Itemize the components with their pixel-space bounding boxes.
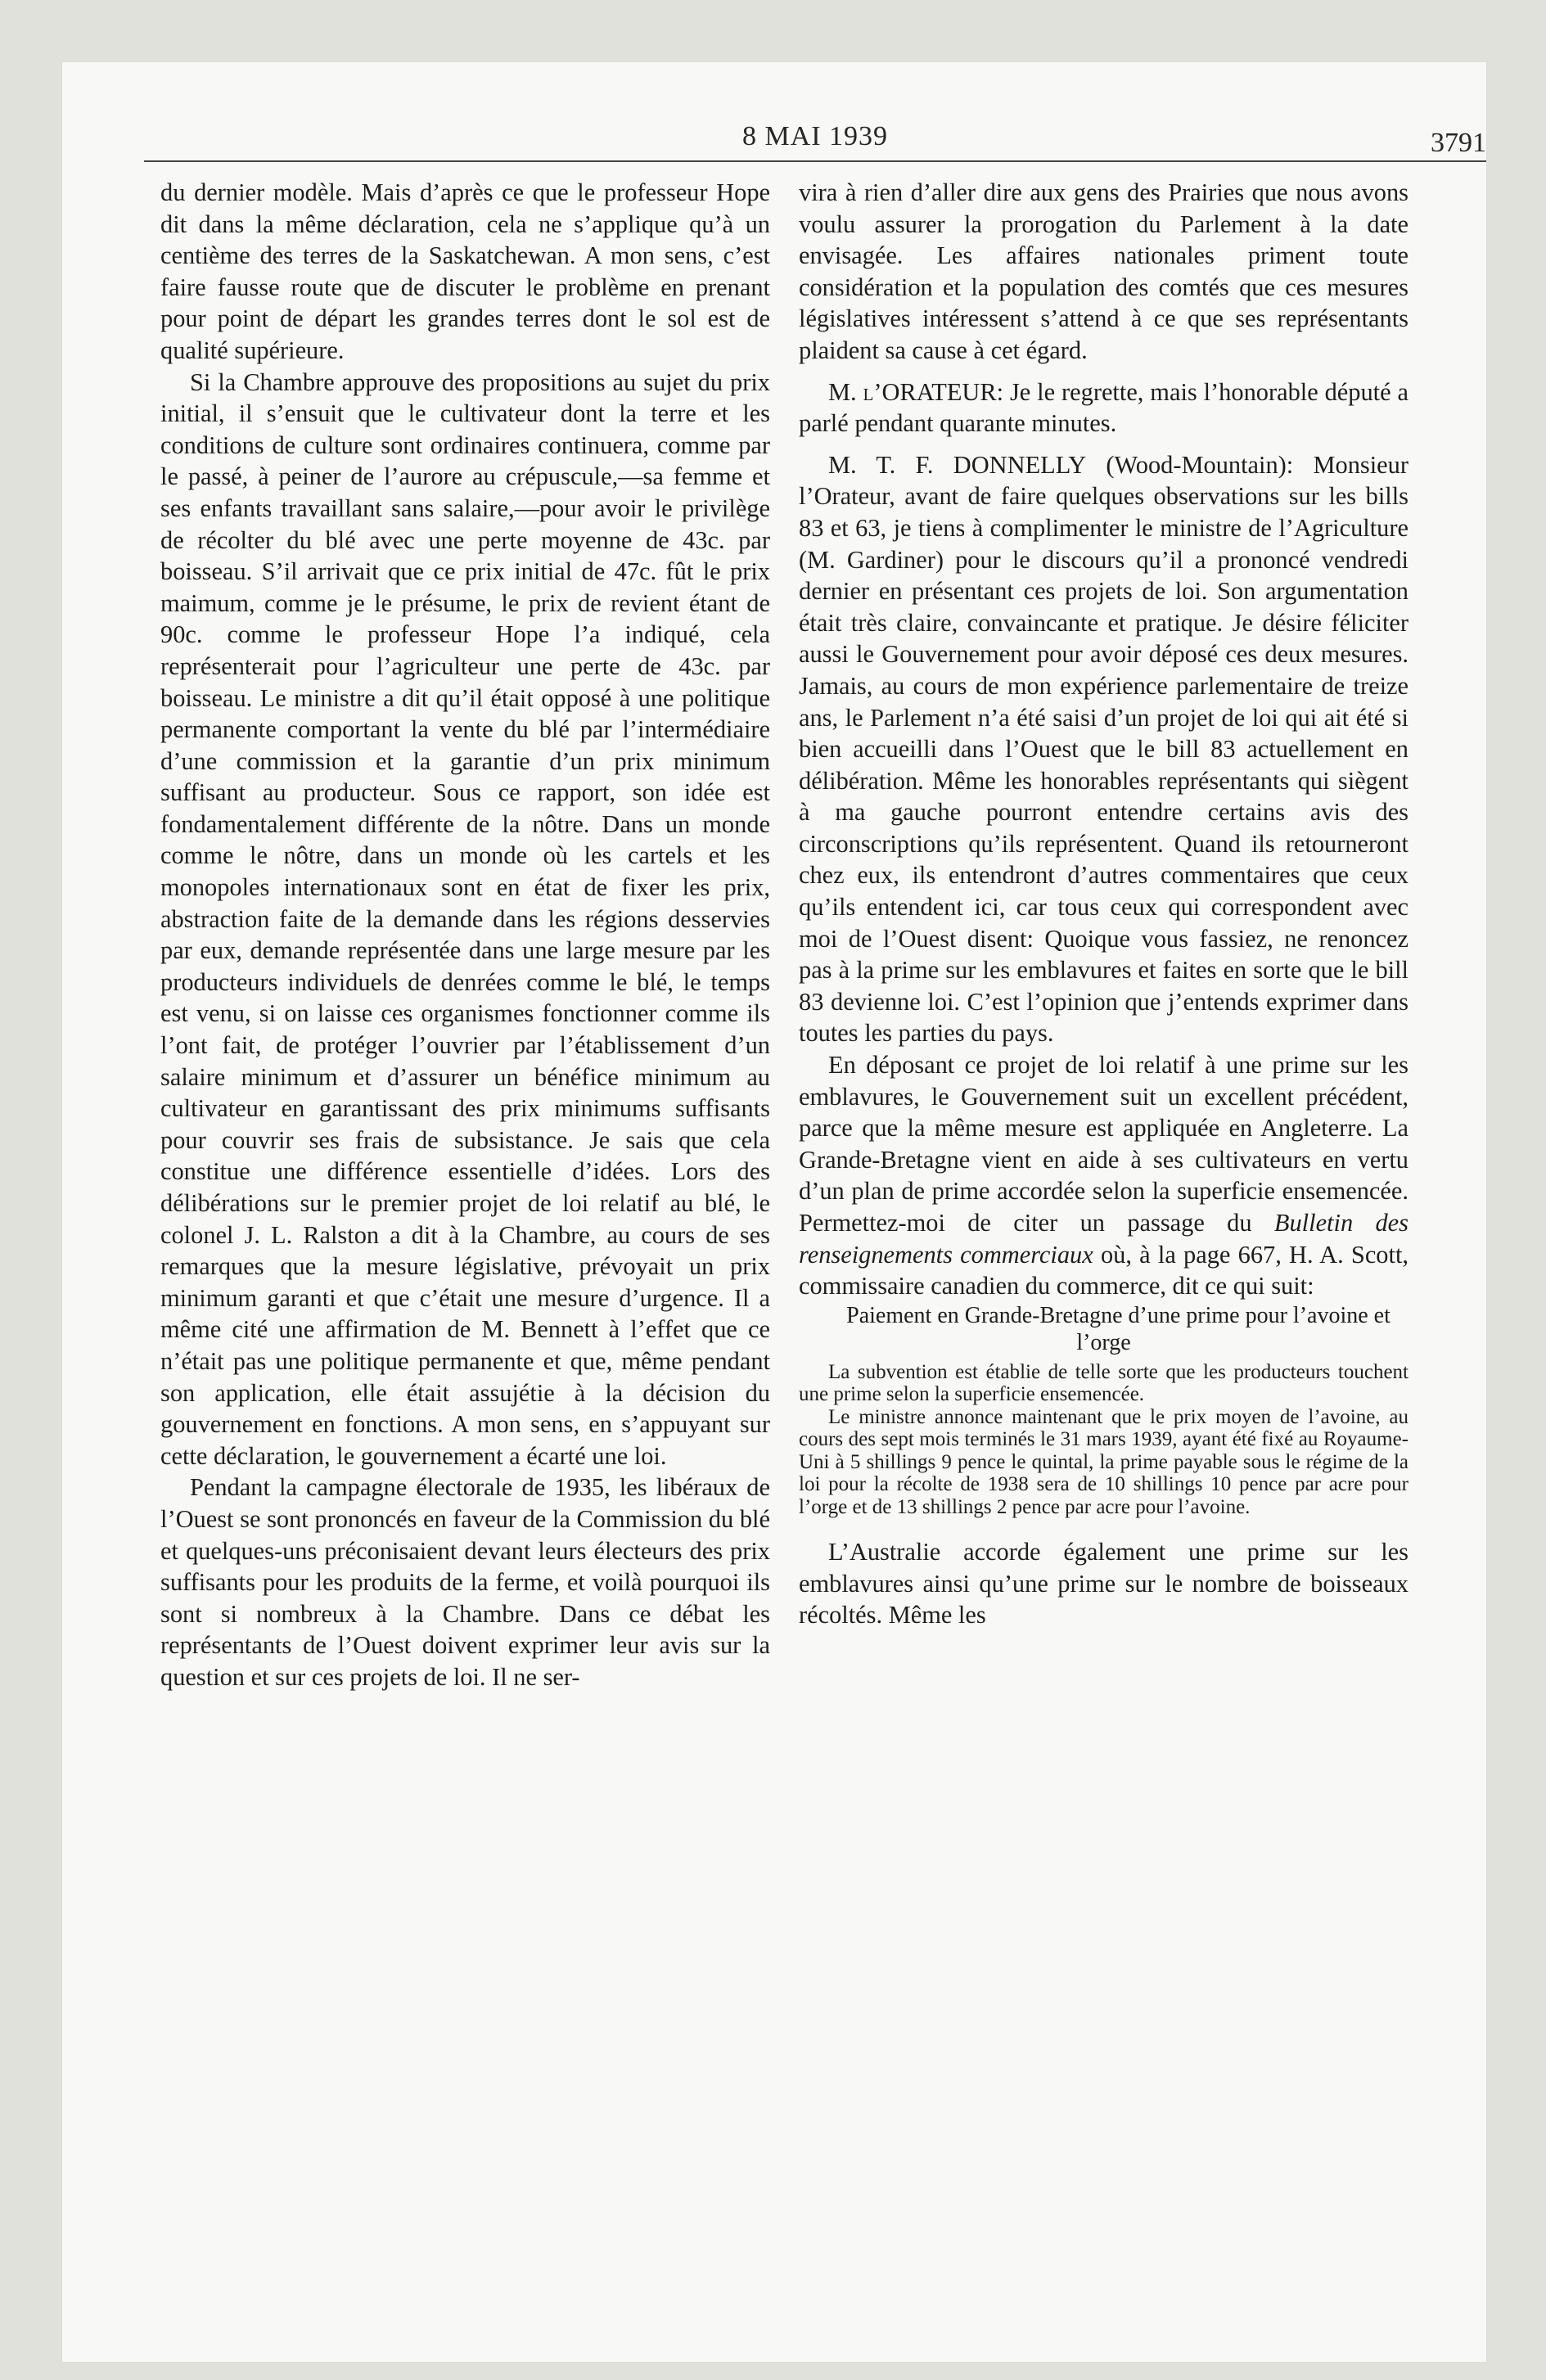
quote-paragraph: La subvention est établie de telle sorte que les producteurs touchent une prime selon la superficie ensemencée. — [799, 1360, 1409, 1406]
paragraph: En déposant ce projet de loi relatif à une prime sur les emblavures, le Gouvernement suit un excellent précédent, parce que la même mesure est appliquée en Angleterre. La Grande-Bretagne vient en aide à ses cultivateurs en vertu d’un plan de prime accordée selon la superficie ensemencée. Permettez-moi de citer un passage du Bulletin des renseignements commerciaux où, à la page 667, H. A. Scott, commissaire canadien du commerce, dit ce qui suit: — [799, 1051, 1409, 1300]
header-rule — [144, 160, 1486, 162]
speech-text: Monsieur l’Orateur, avant de faire quelques observations sur les bills 83 et 63, je tiens à complimenter le ministre de l’Agriculture (M. Gardiner) pour le discours qu’il a prononcé vendredi dernier en présentant ces projets de loi. Son argumentation était très claire, convaincante et pratique. Je désire féliciter aussi le Gouvernement pour avoir déposé ces deux mesures. Jamais, au cours de mon expérience parlementaire de treize ans, le Parlement n’a été saisi d’un projet de loi qui ait été si bien accueilli dans l’Ouest que le bill 83 actuellement en délibération. Même les honorables représentants qui siègent à ma gauche pourront entendre certains avis des circonscriptions qu’ils représentent. Quand ils retourneront chez eux, ils entendront d’autres commentaires que ceux qu’ils entendent ici, car tous ceux qui correspondent avec moi de l’Ouest disent: Quoique vous fassiez, ne renoncez pas à la prime sur les emblavures et faites en sorte que le bill 83 devienne loi. C’est l’opinion que j’entends exprimer dans toutes les parties du pays. — [799, 450, 1409, 1048]
left-column — [160, 177, 770, 1693]
paragraph: vira à rien d’aller dire aux gens des Prairies que nous avons voulu assurer la prorogation du Parlement à la date envisagée. Les affaires nationales priment toute considération et la population des comtés que ces mesures législatives intéressent s’attend à ce que ses représentants plaident sa cause à cet égard. — [799, 178, 1409, 364]
paragraph: du dernier modèle. Mais d’après ce que le professeur Hope dit dans la même déclaration, cela ne s’applique qu’à un centième des terres de la Saskatchewan. A mon sens, c’est faire fausse route que de discuter le problème en prenant pour point de départ les grandes terres dont le sol est de qualité supérieure. — [160, 178, 770, 364]
speaker-name: M. l’ORATEUR: — [828, 377, 1004, 406]
publication-title: Bulletin des renseignements commerciaux — [799, 1209, 1409, 1269]
page-number: 3791 — [1431, 128, 1486, 158]
speaker-riding: (Wood-Mountain): — [1106, 450, 1294, 479]
quote-title: Paiement en Grande-Bretagne d’une prime pour l’avoine et l’orge — [846, 1302, 1390, 1355]
right-column — [799, 177, 1409, 1631]
speaker-paragraph — [799, 376, 1409, 439]
speech-text: Je le regrette, mais l’honorable député a parlé pendant quarante minutes. — [799, 377, 1409, 438]
speaker-paragraph — [799, 449, 1409, 1049]
quote-paragraph: Le ministre annonce maintenant que le prix moyen de l’avoine, au cours des sept mois terminés le 31 mars 1939, ayant été fixé au Royaume-Uni à 5 shillings 9 pence le quintal, la prime payable sous le régime de la loi pour la récolte de 1938 sera de 10 shillings 10 pence par acre pour l’orge et de 13 shillings 2 pence par acre pour l’avoine. — [799, 1405, 1409, 1518]
page-sheet — [61, 61, 1487, 2363]
header-date: 8 MAI 1939 — [741, 121, 889, 151]
paragraph: L’Australie accorde également une prime sur les emblavures ainsi qu’une prime sur le nombre de boisseaux récoltés. Même les — [799, 1538, 1409, 1629]
paragraph: Pendant la campagne électorale de 1935, les libéraux de l’Ouest se sont prononcés en faveur de la Commission du blé et quelques-uns préconisaient devant leurs électeurs des prix suffisants pour les produits de la ferme, et voilà pourquoi ils sont si nombreux à la Chambre. Dans ce débat les représentants de l’Ouest doivent exprimer leur avis sur la question et sur ces projets de loi. Il ne ser- — [160, 1473, 770, 1691]
paragraph: Si la Chambre approuve des propositions au sujet du prix initial, il s’ensuit que le cultivateur dont la terre et les conditions de culture sont ordinaires continuera, comme par le passé, à peiner de l’aurore au crépuscule,—sa femme et ses enfants travaillant sans salaire,—pour avoir le privilège de récolter du blé avec une perte moyenne de 43c. par boisseau. S’il arrivait que ce prix initial de 47c. fût le prix maimum, comme je le présume, le prix de revient étant de 90c. comme le professeur Hope l’a indiqué, cela représenterait pour l’agriculteur une perte de 43c. par boisseau. Le ministre a dit qu’il était opposé à une politique permanente comportant la vente du blé par l’intermédiaire d’une commission et la garantie d’un prix minimum suffisant au producteur. Sous ce rapport, son idée est fondamentalement différente de la nôtre. Dans un monde comme le nôtre, dans un monde où les cartels et les monopoles internationaux sont en état de fixer les prix, abstraction faite de la demande dans les régions desservies par eux, demande représentée dans une large mesure par les producteurs individuels de denrées comme le blé, le temps est venu, si on laisse ces organismes fonctionner comme ils l’ont fait, de protéger l’ouvrier par l’établissement d’un salaire minimum et d’assurer un bénéfice minimum au cultivateur en garantissant des prix minimums suffisants pour couvrir ses frais de subsistance. Je sais que cela constitue une différence essentielle d’idées. Lors des délibérations sur le premier projet de loi relatif au blé, le colonel J. L. Ralston a dit à la Chambre, au cours de ses remarques que la mesure législative, prévoyait un prix minimum garanti et que c’était une mesure d’urgence. Il a même cité une affirmation de M. Bennett à l’effet que ce n’était pas une politique permanente et que, même pendant son application, elle était assujétie à la décision du gouvernement en fonctions. A mon sens, en s’appuyant sur cette déclaration, le gouvernement a écarté une loi. — [160, 367, 770, 1470]
speaker-name: M. T. F. DONNELLY — [828, 450, 1087, 479]
